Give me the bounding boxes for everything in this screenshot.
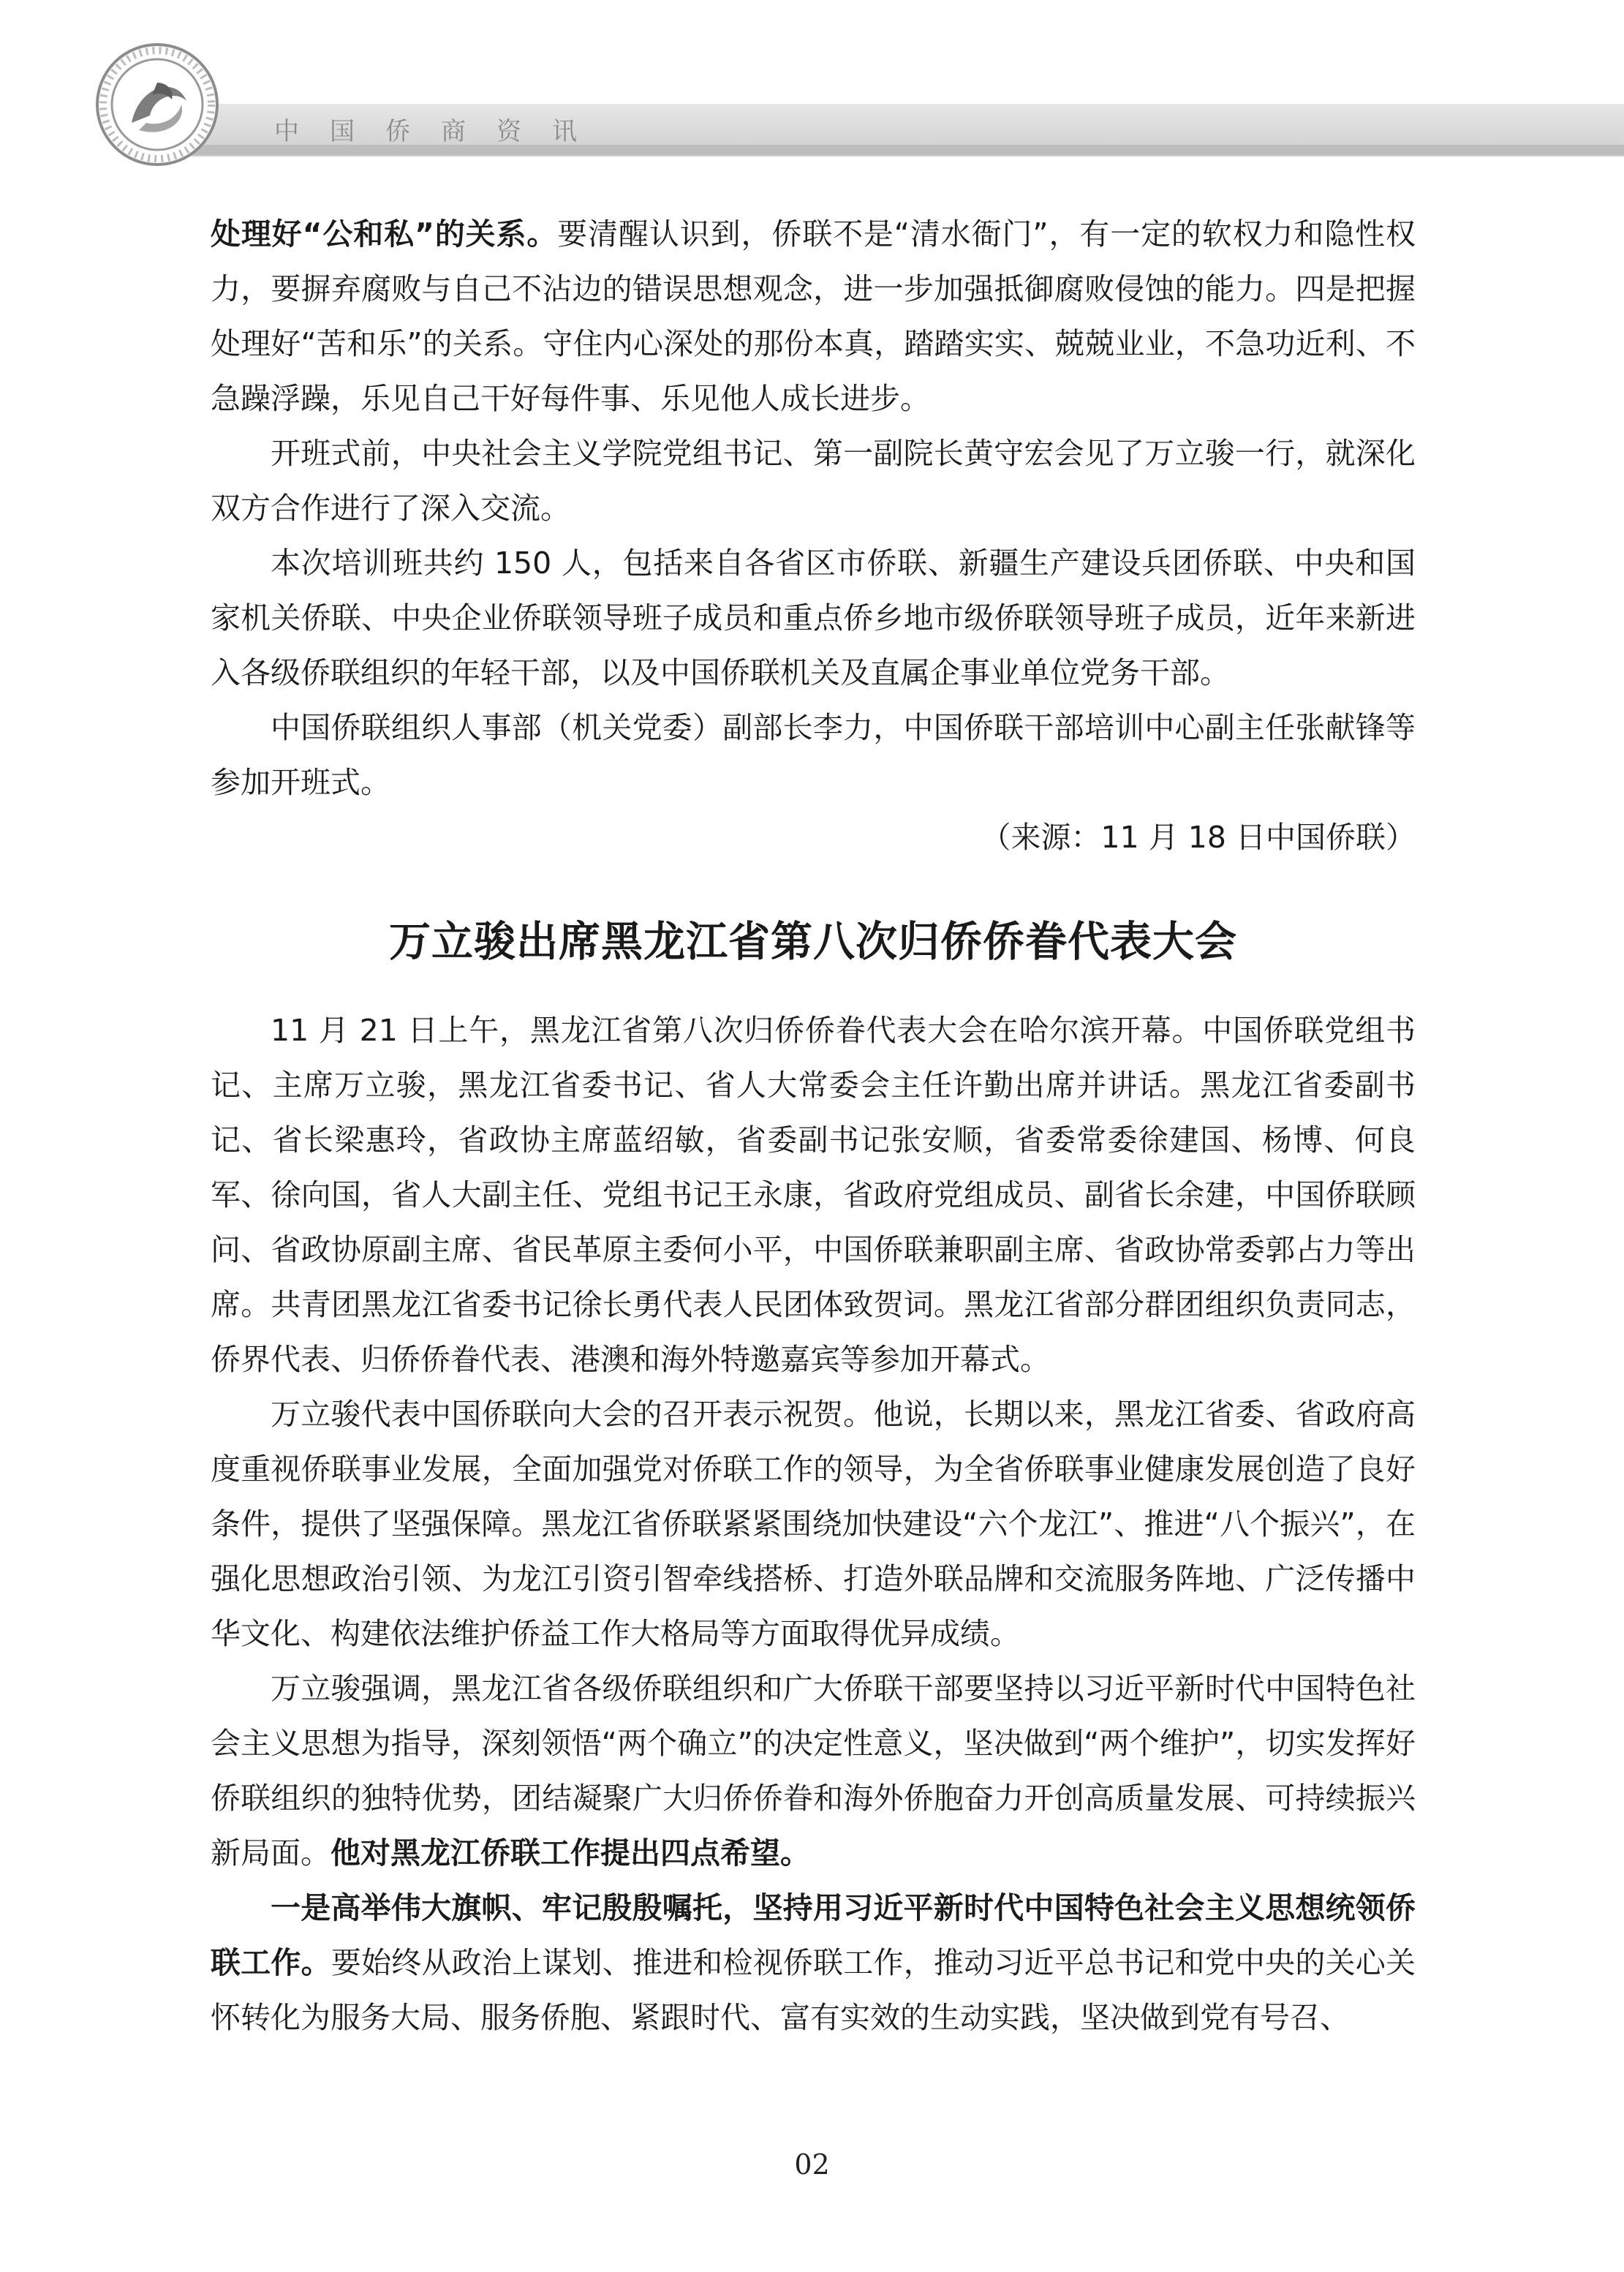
bold-phrase: 他对黑龙江侨联工作提出四点希望。 xyxy=(331,1835,810,1871)
paragraph xyxy=(211,1881,1416,2045)
article-source: （来源：11 月 18 日中国侨联） xyxy=(981,820,1416,855)
paragraph-text: 要清醒认识到，侨联不是“清水衙门”，有一定的软权力和隐性权力，要摒弃腐败与自己不沾边的错误思想观念，进一步加强抵御腐败侵蚀的能力。四是把握处理好“苦和乐”的关系。守住内心深处的那份本真，踏踏实实、兢兢业业，不急功近利、不急躁浮躁，乐见自己干好每件事、乐见他人成长进步。 xyxy=(211,216,1416,416)
paragraph: 万立骏代表中国侨联向大会的召开表示祝贺。他说，长期以来，黑龙江省委、省政府高度重视侨联事业发展，全面加强党对侨联工作的领导，为全省侨联事业健康发展创造了良好条件，提供了坚强保障。黑龙江省侨联紧紧围绕加快建设“六个龙江”、推进“八个振兴”，在强化思想政治引领、为龙江引资引智牵线搭桥、打造外联品牌和交流服务阵地、广泛传播中华文化、构建依法维护侨益工作大格局等方面取得优异成绩。 xyxy=(211,1397,1416,1651)
bold-phrase: 处理好“公和私”的关系。 xyxy=(211,216,558,252)
paragraph-text: 万立骏强调，黑龙江省各级侨联组织和广大侨联干部要坚持以习近平新时代中国特色社会主义思想为指导，深刻领悟“两个确立”的决定性意义，坚决做到“两个维护”，切实发挥好侨联组织的独特优势，团结凝聚广大归侨侨眷和海外侨胞奋力开创高质量发展、可持续振兴新局面。 xyxy=(211,1671,1416,1871)
paragraph: 11 月 21 日上午，黑龙江省第八次归侨侨眷代表大会在哈尔滨开幕。中国侨联党组书记、主席万立骏，黑龙江省委书记、省人大常委会主任许勤出席并讲话。黑龙江省委副书记、省长梁惠玲，省政协主席蓝绍敏，省委副书记张安顺，省委常委徐建国、杨博、何良军、徐向国，省人大副主任、党组书记王永康，省政府党组成员、副省长余建，中国侨联顾问、省政协原副主席、省民革原主委何小平，中国侨联兼职副主席、省政协常委郭占力等出席。共青团黑龙江省委书记徐长勇代表人民团体致贺词。黑龙江省部分群团组织负责同志，侨界代表、归侨侨眷代表、港澳和海外特邀嘉宾等参加开幕式。 xyxy=(211,1013,1416,1377)
paragraph: 中国侨联组织人事部（机关党委）副部长李力，中国侨联干部培训中心副主任张献锋等参加开班式。 xyxy=(211,710,1416,800)
paragraph: 开班式前，中央社会主义学院党组书记、第一副院长黄守宏会见了万立骏一行，就深化双方合作进行了深入交流。 xyxy=(211,436,1416,526)
article-title: 万立骏出席黑龙江省第八次归侨侨眷代表大会 xyxy=(389,918,1237,966)
paragraph xyxy=(211,1661,1416,1881)
overseas-chinese-chamber-logo-icon xyxy=(95,42,219,167)
article-2 xyxy=(211,1003,1416,2045)
article-1 xyxy=(211,207,1416,865)
paragraph xyxy=(211,207,1416,426)
bold-phrase: 一是高举伟大旗帜、牢记殷殷嘱托，坚持用习近平新时代中国特色社会主义思想统领侨联工作。 xyxy=(211,1890,1416,1980)
publication-title: 中国侨商资讯 xyxy=(274,117,608,146)
paragraph: 本次培训班共约 150 人，包括来自各省区市侨联、新疆生产建设兵团侨联、中央和国家机关侨联、中央企业侨联领导班子成员和重点侨乡地市级侨联领导班子成员，近年来新进入各级侨联组织的年轻干部，以及中国侨联机关及直属企事业单位党务干部。 xyxy=(211,546,1416,690)
paragraph-text: 要始终从政治上谋划、推进和检视侨联工作，推动习近平总书记和党中央的关心关怀转化为服务大局、服务侨胞、紧跟时代、富有实效的生动实践，坚决做到党有号召、 xyxy=(211,1945,1416,2035)
page-number: 02 xyxy=(794,2148,830,2181)
